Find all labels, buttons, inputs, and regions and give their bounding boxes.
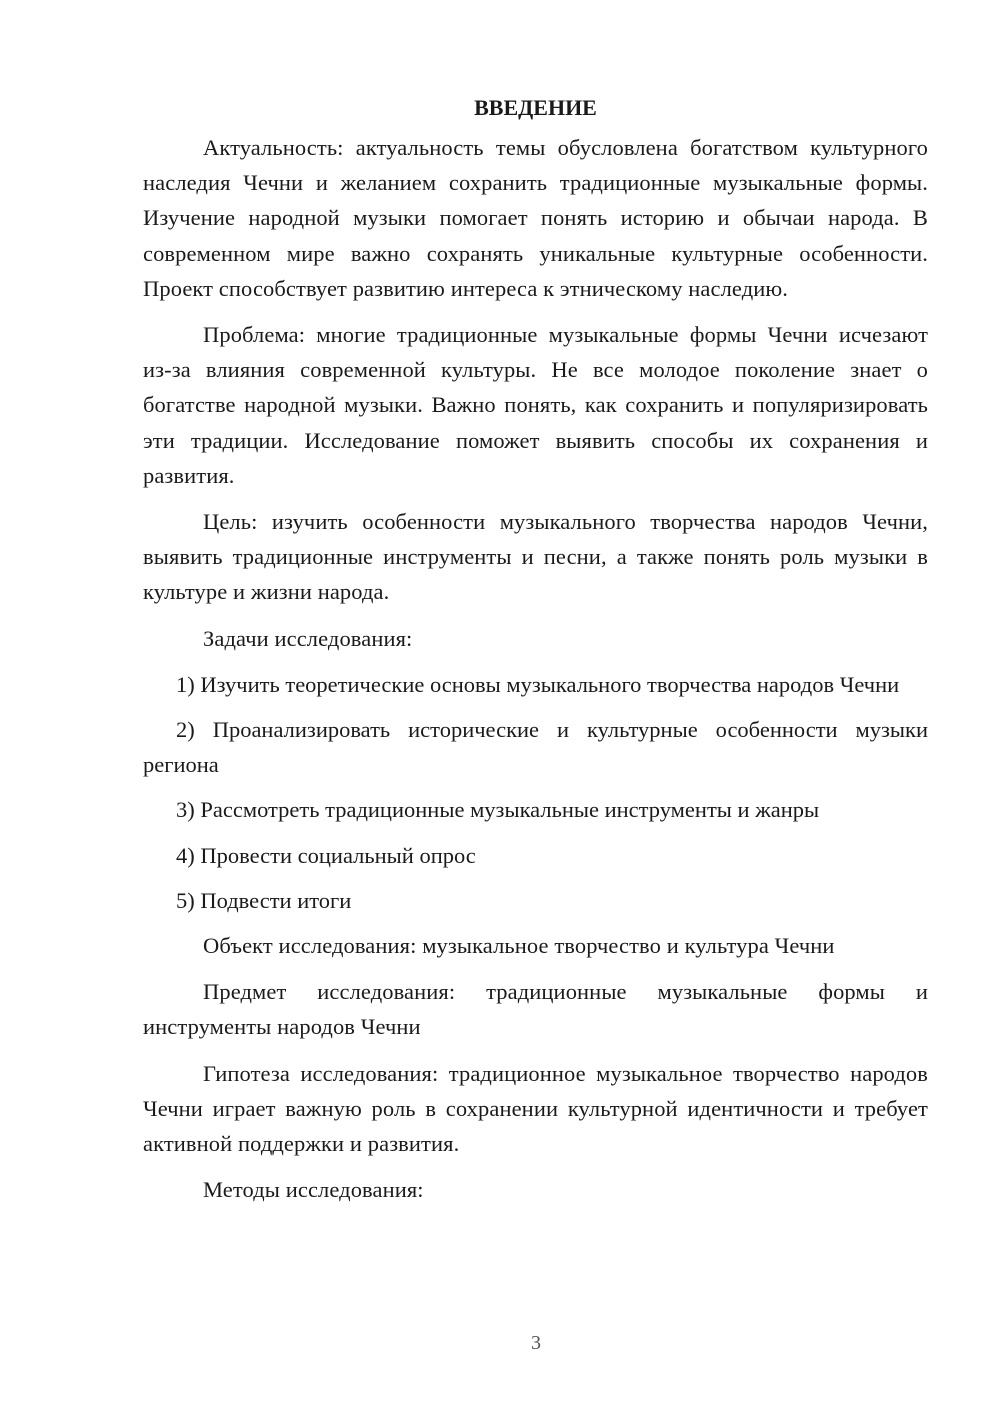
task-item-5: 5) Подвести итоги xyxy=(176,887,352,913)
tasks-heading: Задачи исследования: xyxy=(203,625,413,651)
section-heading: ВВЕДЕНИЕ xyxy=(474,95,597,120)
page-content xyxy=(143,90,928,1218)
relevance-paragraph: Актуальность: актуальность темы обусловлена богатством культурного наследия Чечни и желанием сохранить традиционные музыкальные формы. Изучение народной музыки помогает понять историю и обычаи народа. В современном мире важно сохранять уникальные культурные особенности. Проект способствует развитию интереса к этническому наследию. xyxy=(143,135,928,301)
tasks-list xyxy=(143,667,928,918)
task-item-1: 1) Изучить теоретические основы музыкального творчества народов Чечни xyxy=(176,671,900,697)
methods-heading: Методы исследования: xyxy=(203,1177,424,1203)
problem-paragraph: Проблема: многие традиционные музыкальные формы Чечни исчезают из-за влияния современной культуры. Не все молодое поколение знает о богатстве народной музыки. Важно понять, как сохранить и популяризировать эти традиции. Исследование поможет выявить способы их сохранения и развития. xyxy=(143,322,928,488)
subject-paragraph: Предмет исследования: традиционные музыкальные формы и инструменты народов Чечни xyxy=(143,979,928,1040)
task-item-3: 3) Рассмотреть традиционные музыкальные инструменты и жанры xyxy=(176,797,820,823)
task-item-4: 4) Провести социальный опрос xyxy=(176,842,476,868)
object-paragraph: Объект исследования: музыкальное творчество и культура Чечни xyxy=(203,933,835,959)
goal-paragraph: Цель: изучить особенности музыкального творчества народов Чечни, выявить традиционные инструменты и песни, а также понять роль музыки в культуре и жизни народа. xyxy=(143,509,928,605)
page-number: 3 xyxy=(531,1332,541,1354)
hypothesis-paragraph: Гипотеза исследования: традиционное музыкальное творчество народов Чечни играет важную роль в сохранении культурной идентичности и требует активной поддержки и развития. xyxy=(143,1060,928,1157)
task-item-2: 2) Проанализировать исторические и культурные особенности музыки региона xyxy=(143,717,928,778)
